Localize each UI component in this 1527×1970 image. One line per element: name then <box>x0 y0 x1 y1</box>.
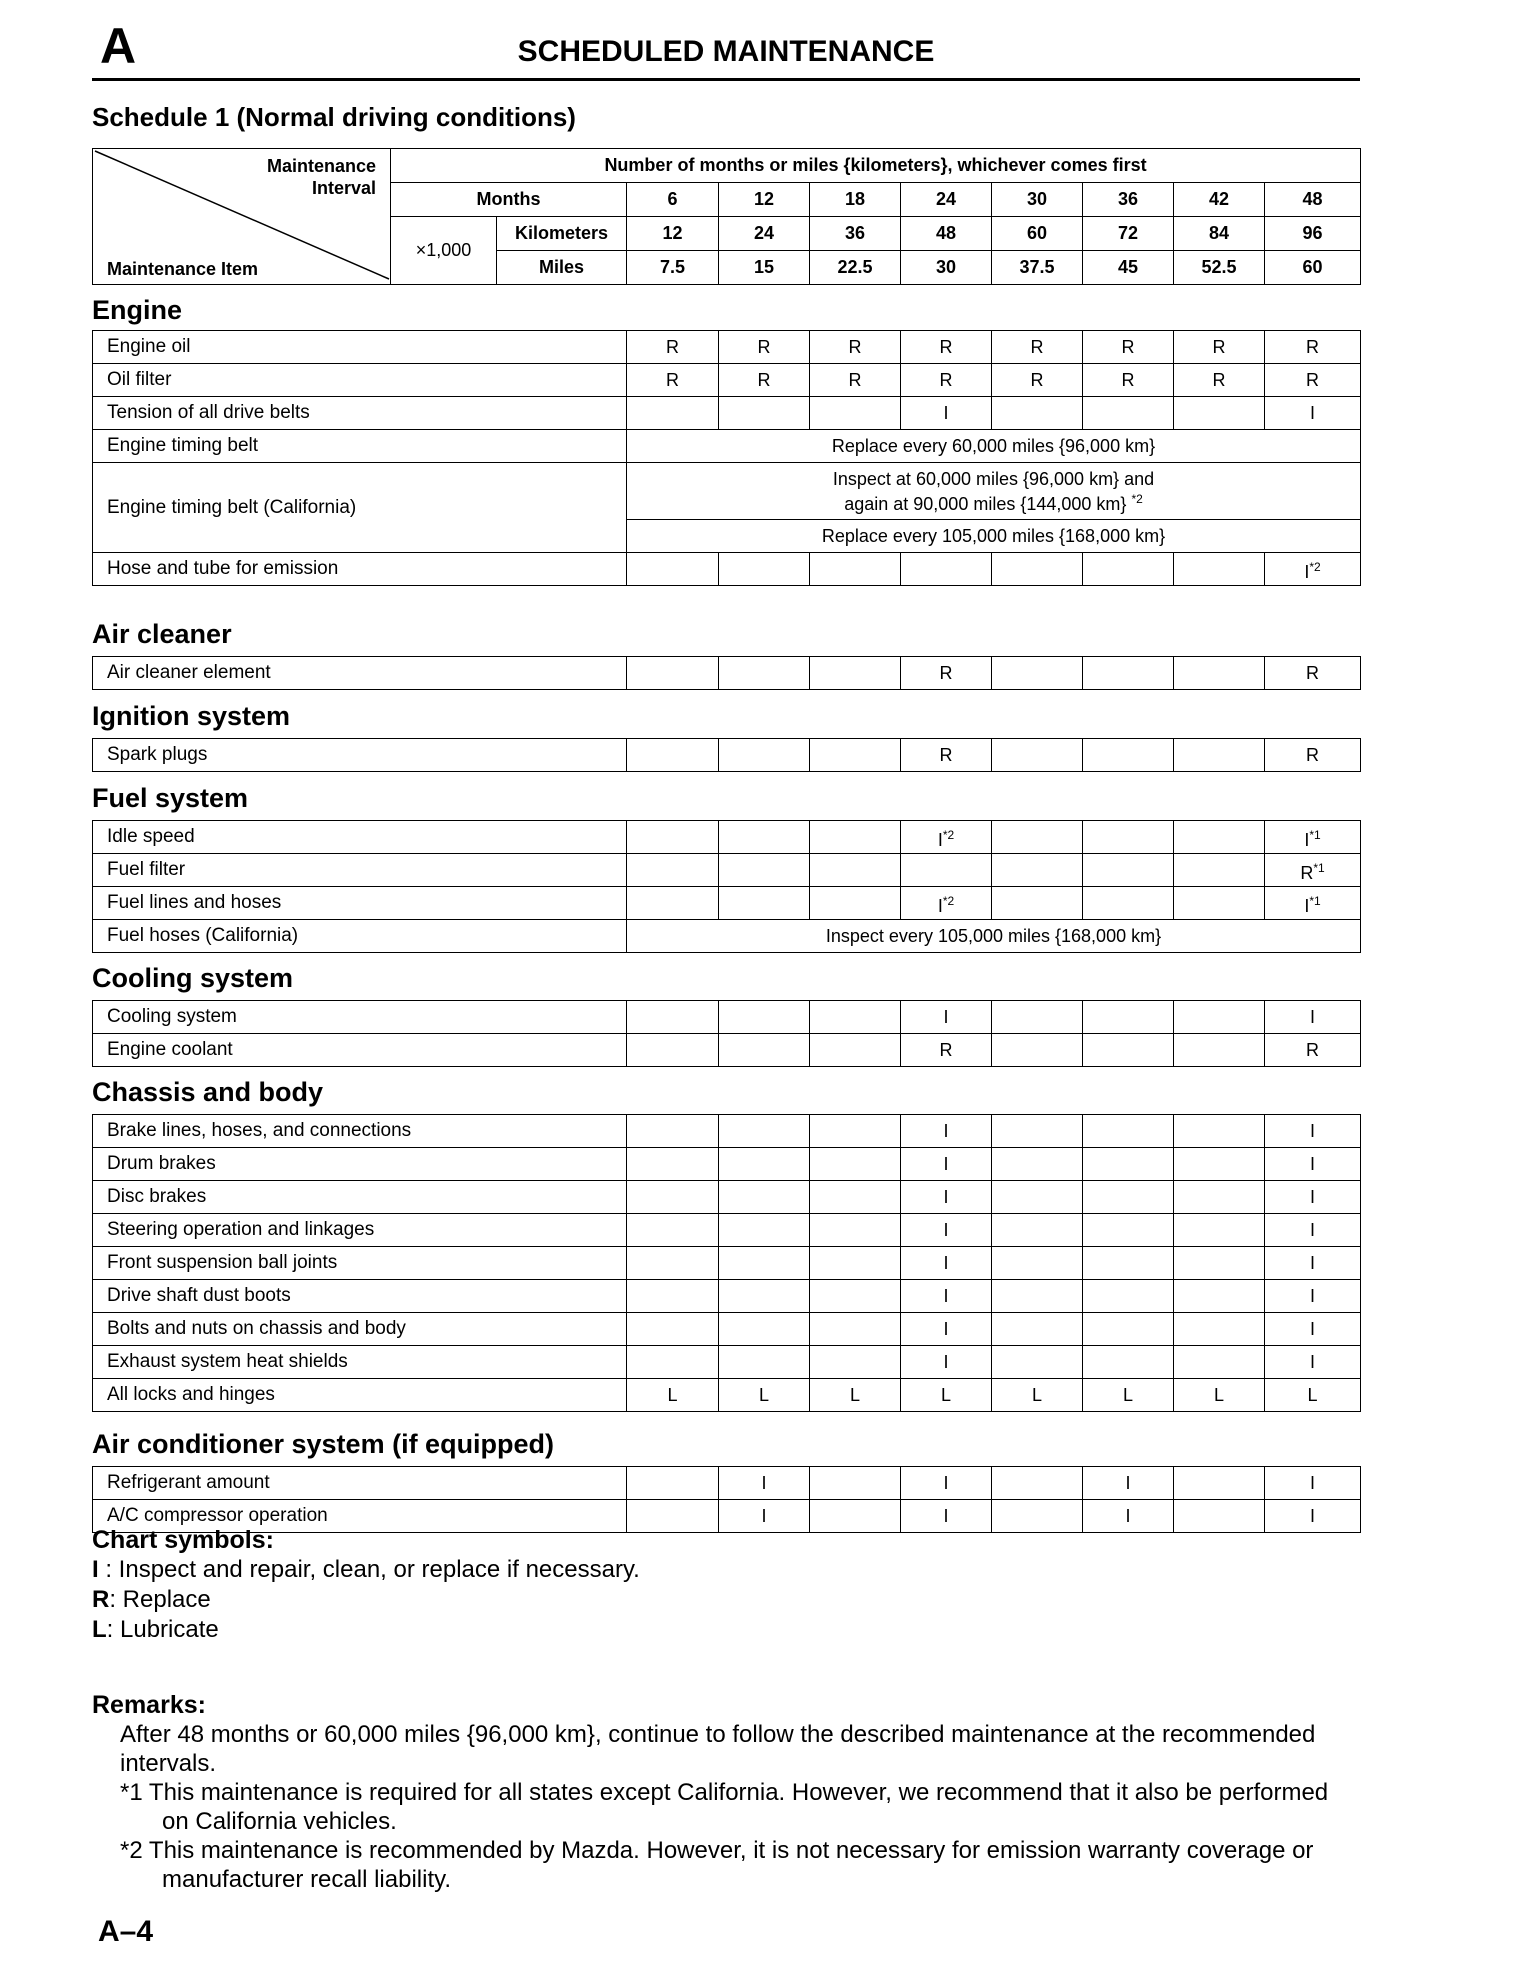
item-label: Engine timing belt (California) <box>93 463 627 553</box>
table-row <box>93 1214 1361 1247</box>
section-letter: A <box>100 18 137 74</box>
cell: R <box>901 657 992 690</box>
item-label: Steering operation and linkages <box>93 1214 627 1247</box>
cell: I <box>1265 1001 1361 1034</box>
span-cell <box>627 463 1361 520</box>
km-value: 84 <box>1174 217 1265 251</box>
item-label: Air cleaner element <box>93 657 627 690</box>
cell <box>719 821 810 854</box>
page-header <box>92 20 1360 81</box>
span-text: again at 90,000 miles {144,000 km} $^{*2}$ <box>844 491 1143 514</box>
cell <box>1083 854 1174 887</box>
item-label: Spark plugs <box>93 739 627 772</box>
cell <box>627 887 719 920</box>
footnote-1: *1 This maintenance is required for all states except California. However, we recommend that it also be performed on California vehicles. <box>120 1779 1329 1835</box>
cell <box>992 1467 1083 1500</box>
page-title: SCHEDULED MAINTENANCE <box>517 35 935 68</box>
cell <box>627 821 719 854</box>
chart-symbols <box>92 1525 1360 1645</box>
footnote-mark: *2 <box>942 893 955 908</box>
cell: L <box>627 1379 719 1412</box>
km-value: 36 <box>810 217 901 251</box>
cell: R <box>901 739 992 772</box>
months-label: Months <box>391 183 627 217</box>
months-value: 18 <box>810 183 901 217</box>
span-text: Inspect at 60,000 miles {96,000 km} and <box>832 468 1155 489</box>
cell: R <box>1265 1034 1361 1067</box>
cell <box>1083 821 1174 854</box>
cell: $I^{*1}$ <box>1265 887 1361 920</box>
cell: R <box>627 331 719 364</box>
months-value: 30 <box>992 183 1083 217</box>
cell: R <box>627 364 719 397</box>
cell <box>719 553 810 586</box>
item-label: Refrigerant amount <box>93 1467 627 1500</box>
cell <box>810 887 901 920</box>
cell: I <box>1083 1500 1174 1533</box>
section-ignition: Ignition system <box>92 701 291 731</box>
table-row <box>93 887 1361 920</box>
interval-item-corner <box>93 149 391 285</box>
cell <box>1083 1034 1174 1067</box>
item-label: Maintenance Item <box>107 259 259 279</box>
km-value: 24 <box>719 217 810 251</box>
table-row <box>93 1346 1361 1379</box>
cell: I <box>1265 1467 1361 1500</box>
cell <box>1174 821 1265 854</box>
cell <box>1174 739 1265 772</box>
table-row <box>93 1280 1361 1313</box>
table-row <box>93 1313 1361 1346</box>
item-label: Engine timing belt <box>93 430 627 463</box>
cell <box>1083 397 1174 430</box>
table-row <box>93 1379 1361 1412</box>
cell: R <box>1083 364 1174 397</box>
footnote-mark: *2 <box>942 827 955 842</box>
cell: R <box>1265 364 1361 397</box>
cell <box>810 1467 901 1500</box>
cell <box>810 553 901 586</box>
remarks-heading: Remarks: <box>92 1691 206 1719</box>
cell <box>1083 657 1174 690</box>
section-fuel: Fuel system <box>92 783 249 813</box>
cell <box>1083 553 1174 586</box>
multiplier-label: ×1,000 <box>391 217 497 285</box>
cell: I <box>1265 1214 1361 1247</box>
item-label: Oil filter <box>93 364 627 397</box>
remarks-intro: After 48 months or 60,000 miles {96,000 km}, continue to follow the described maintenance at the recommended intervals. <box>120 1721 1316 1777</box>
cell <box>992 887 1083 920</box>
cell: L <box>719 1379 810 1412</box>
table-row <box>93 364 1361 397</box>
item-label: Fuel hoses (California) <box>93 920 627 953</box>
cell <box>992 854 1083 887</box>
cell <box>1083 739 1174 772</box>
cell: R <box>1265 739 1361 772</box>
table-row <box>93 920 1361 953</box>
months-value: 24 <box>901 183 992 217</box>
cell: I <box>1265 397 1361 430</box>
cell: R <box>719 364 810 397</box>
item-label: Disc brakes <box>93 1181 627 1214</box>
cell <box>810 854 901 887</box>
item-label: Engine oil <box>93 331 627 364</box>
cell <box>1174 657 1265 690</box>
cell <box>1083 887 1174 920</box>
engine-table <box>92 330 1361 586</box>
table-row <box>93 739 1361 772</box>
cell <box>627 1467 719 1500</box>
section-air-cleaner: Air cleaner <box>92 619 232 649</box>
miles-value: 60 <box>1265 251 1361 285</box>
cell: $I^{*2}$ <box>901 821 992 854</box>
cell <box>992 1001 1083 1034</box>
footnote-mark: *1 <box>1313 860 1325 875</box>
cell: L <box>1174 1379 1265 1412</box>
table-row <box>93 1181 1361 1214</box>
cell: R <box>1174 331 1265 364</box>
footnote-mark: *1 <box>1309 827 1321 842</box>
symbol-i: I : Inspect and repair, clean, or replace if necessary. <box>92 1556 640 1583</box>
item-label: Fuel filter <box>93 854 627 887</box>
cell: I <box>901 397 992 430</box>
cell <box>627 739 719 772</box>
cell: I <box>901 1001 992 1034</box>
miles-value: 15 <box>719 251 810 285</box>
cell <box>627 657 719 690</box>
km-value: 60 <box>992 217 1083 251</box>
cell <box>992 397 1083 430</box>
item-label: Exhaust system heat shields <box>93 1346 627 1379</box>
table-row <box>93 657 1361 690</box>
miles-value: 22.5 <box>810 251 901 285</box>
cell: R <box>719 331 810 364</box>
fuel-table <box>92 820 1361 953</box>
interval-header-table <box>92 148 1361 285</box>
span-cell: Replace every 60,000 miles {96,000 km} <box>627 430 1361 463</box>
footnote-mark: *2 <box>1309 559 1321 574</box>
cell: I <box>901 1500 992 1533</box>
item-label: Idle speed <box>93 821 627 854</box>
interval-label-2: Interval <box>311 178 376 198</box>
item-label: Drive shaft dust boots <box>93 1280 627 1313</box>
table-row <box>93 821 1361 854</box>
cell: R <box>901 364 992 397</box>
cell <box>719 854 810 887</box>
schedule-title: Schedule 1 (Normal driving conditions) <box>92 102 576 132</box>
cell: I <box>1265 1346 1361 1379</box>
cell: R <box>1265 657 1361 690</box>
cell <box>719 397 810 430</box>
table-row <box>93 331 1361 364</box>
cell: R <box>1174 364 1265 397</box>
item-label: Drum brakes <box>93 1148 627 1181</box>
cell <box>810 1001 901 1034</box>
footnote-2: *2 This maintenance is recommended by Mazda. However, it is not necessary for emission warranty coverage or manufacturer recall liability. <box>120 1837 1314 1893</box>
km-value: 96 <box>1265 217 1361 251</box>
cooling-table <box>92 1000 1361 1067</box>
km-value: 12 <box>627 217 719 251</box>
cell: I <box>901 1148 992 1181</box>
table-row <box>93 397 1361 430</box>
cell: I <box>719 1500 810 1533</box>
cell <box>719 887 810 920</box>
cell: $I^{*2}$ <box>901 887 992 920</box>
cell <box>810 657 901 690</box>
cell: I <box>901 1280 992 1313</box>
table-row <box>93 430 1361 463</box>
cell <box>992 553 1083 586</box>
footnote-mark: *1 <box>1309 893 1321 908</box>
cell <box>810 739 901 772</box>
cell: I <box>1265 1148 1361 1181</box>
cell: L <box>1265 1379 1361 1412</box>
months-value: 36 <box>1083 183 1174 217</box>
section-cooling: Cooling system <box>92 963 294 993</box>
cell: R <box>1265 331 1361 364</box>
ac-table <box>92 1466 1361 1533</box>
cell: $I^{*1}$ <box>1265 821 1361 854</box>
item-label: Front suspension ball joints <box>93 1247 627 1280</box>
cell: L <box>901 1379 992 1412</box>
table-row <box>93 1148 1361 1181</box>
cell <box>719 739 810 772</box>
cell: I <box>1265 1181 1361 1214</box>
item-label: Tension of all drive belts <box>93 397 627 430</box>
symbols-heading: Chart symbols: <box>92 1526 274 1554</box>
item-label: Brake lines, hoses, and connections <box>93 1115 627 1148</box>
chassis-table <box>92 1114 1361 1412</box>
item-label: Cooling system <box>93 1001 627 1034</box>
miles-value: 45 <box>1083 251 1174 285</box>
cell: L <box>1083 1379 1174 1412</box>
table-row <box>93 1467 1361 1500</box>
cell: I <box>901 1214 992 1247</box>
cell <box>992 821 1083 854</box>
cell <box>627 1034 719 1067</box>
span-cell: Replace every 105,000 miles {168,000 km} <box>627 520 1361 553</box>
cell <box>1174 397 1265 430</box>
table-row <box>93 854 1361 887</box>
cell: R <box>901 1034 992 1067</box>
item-label: Hose and tube for emission <box>93 553 627 586</box>
manual-page <box>92 18 1360 1948</box>
cell <box>901 854 992 887</box>
cell <box>992 657 1083 690</box>
miles-value: 37.5 <box>992 251 1083 285</box>
cell: R <box>810 364 901 397</box>
table-row <box>93 553 1361 586</box>
item-label: A/C compressor operation <box>93 1500 627 1533</box>
cell: I <box>1265 1247 1361 1280</box>
cell <box>1174 1001 1265 1034</box>
cell: I <box>901 1247 992 1280</box>
cell: I <box>1265 1500 1361 1533</box>
cell: R <box>992 364 1083 397</box>
cell <box>627 1001 719 1034</box>
table-row <box>93 463 1361 520</box>
km-value: 48 <box>901 217 992 251</box>
section-ac: Air conditioner system (if equipped) <box>92 1429 555 1459</box>
symbol-r: R: Replace <box>92 1586 211 1613</box>
cell: $I^{*2}$ <box>1265 553 1361 586</box>
cell: R <box>901 331 992 364</box>
cell: I <box>901 1115 992 1148</box>
interval-span-label: Number of months or miles {kilometers}, whichever comes first <box>391 149 1361 183</box>
miles-label: Miles <box>497 251 627 285</box>
cell <box>992 739 1083 772</box>
cell <box>1174 854 1265 887</box>
cell: I <box>1083 1467 1174 1500</box>
cell <box>810 397 901 430</box>
table-row <box>93 1034 1361 1067</box>
cell <box>627 553 719 586</box>
cell <box>992 1034 1083 1067</box>
months-value: 12 <box>719 183 810 217</box>
miles-value: 52.5 <box>1174 251 1265 285</box>
span-cell: Inspect every 105,000 miles {168,000 km} <box>627 920 1361 953</box>
cell <box>1174 553 1265 586</box>
cell: I <box>719 1467 810 1500</box>
cell <box>1174 1034 1265 1067</box>
item-label: Fuel lines and hoses <box>93 887 627 920</box>
page-number: A–4 <box>98 1915 154 1948</box>
air-cleaner-table <box>92 656 1361 690</box>
cell: R <box>1083 331 1174 364</box>
cell: R <box>992 331 1083 364</box>
table-row <box>93 1115 1361 1148</box>
cell: I <box>1265 1115 1361 1148</box>
cell: I <box>901 1313 992 1346</box>
cell <box>719 1001 810 1034</box>
cell <box>627 397 719 430</box>
months-value: 48 <box>1265 183 1361 217</box>
miles-value: 30 <box>901 251 992 285</box>
cell: L <box>810 1379 901 1412</box>
cell: I <box>901 1346 992 1379</box>
table-row <box>93 1001 1361 1034</box>
months-value: 6 <box>627 183 719 217</box>
cell <box>627 854 719 887</box>
km-value: 72 <box>1083 217 1174 251</box>
cell <box>719 657 810 690</box>
symbol-l: L: Lubricate <box>92 1616 219 1643</box>
section-engine: Engine <box>92 295 183 325</box>
cell: I <box>1265 1313 1361 1346</box>
cell: I <box>901 1181 992 1214</box>
interval-label: Maintenance <box>266 156 376 176</box>
cell <box>810 821 901 854</box>
item-label: Bolts and nuts on chassis and body <box>93 1313 627 1346</box>
cell <box>901 553 992 586</box>
cell: I <box>1265 1280 1361 1313</box>
footnote-mark: *2 <box>1131 491 1143 506</box>
cell <box>1174 1467 1265 1500</box>
cell <box>1174 887 1265 920</box>
months-value: 42 <box>1174 183 1265 217</box>
km-label: Kilometers <box>497 217 627 251</box>
table-row <box>93 1247 1361 1280</box>
cell <box>1083 1001 1174 1034</box>
miles-value: 7.5 <box>627 251 719 285</box>
remarks <box>92 1690 1360 1894</box>
item-label: Engine coolant <box>93 1034 627 1067</box>
cell <box>719 1034 810 1067</box>
section-chassis: Chassis and body <box>92 1077 324 1107</box>
cell: L <box>992 1379 1083 1412</box>
cell: $R^{*1}$ <box>1265 854 1361 887</box>
cell: I <box>901 1467 992 1500</box>
cell <box>810 1034 901 1067</box>
item-label: All locks and hinges <box>93 1379 627 1412</box>
cell: R <box>810 331 901 364</box>
ignition-table <box>92 738 1361 772</box>
